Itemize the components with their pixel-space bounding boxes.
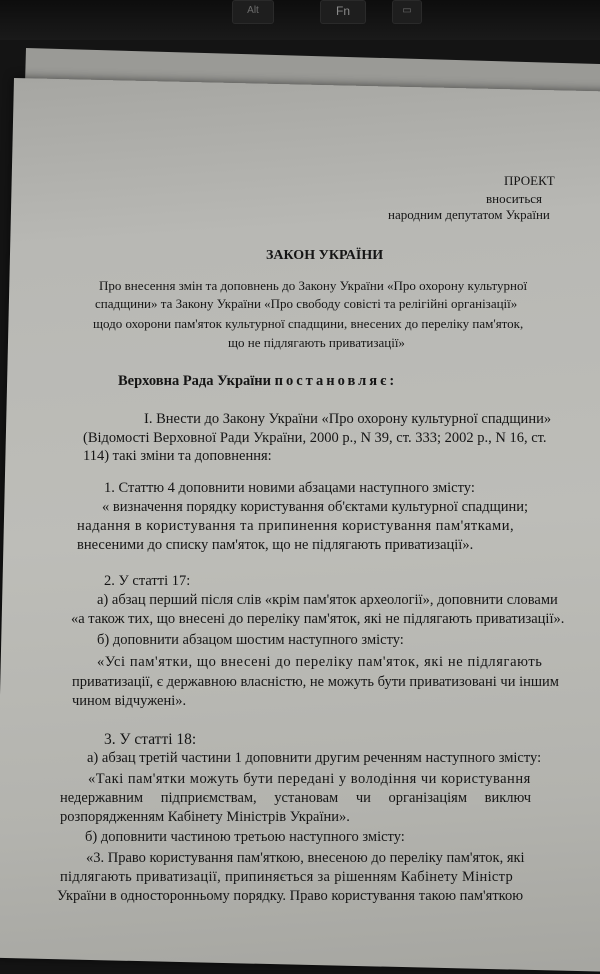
subtitle-line-4: що не підлягають приватизації» [228, 335, 405, 350]
body-line-10: «а також тих, що внесені до переліку пам'яток, які не підлягають приватизації». [71, 611, 565, 627]
body-line-19: розпорядженням Кабінету Міністрів України». [60, 809, 350, 825]
header-submitted: вноситься [486, 191, 543, 206]
subtitle-line-1: Про внесення змін та доповнень до Закону України «Про охорону культурної [99, 278, 528, 293]
body-line-21: «3. Право користування пам'яткою, внесеною до переліку пам'яток, які [86, 850, 525, 866]
body-line-15: 3. У статті 18: [104, 731, 197, 748]
alt-key: Alt [232, 0, 274, 24]
body-line-16: а) абзац третій частини 1 доповнити другим реченням наступного змісту: [87, 750, 542, 766]
body-line-4: 1. Статтю 4 доповнити новими абзацами наступного змісту: [104, 480, 475, 496]
body-line-13: приватизації, є державною власністю, не можуть бути приватизовані чи іншим [72, 674, 559, 690]
document-title: ЗАКОН УКРАЇНИ [266, 248, 384, 263]
body-line-6: надання в користування та припинення користування пам'ятками, [77, 518, 515, 534]
decree-verb: постановляє: [274, 373, 398, 389]
body-line-3: 114) такі зміни та доповнення: [83, 448, 272, 464]
window-key-icon: ▭ [392, 0, 422, 24]
body-line-17: «Такі пам'ятки можуть бути передані у володіння чи користування [88, 771, 531, 787]
fn-key: Fn [320, 0, 366, 24]
subtitle-line-2: спадщини» та Закону України «Про свободу совісті та релігійні організації» [95, 296, 518, 311]
header-by: народним депутатом України [388, 207, 550, 222]
body-line-14: чином відчужені». [72, 693, 187, 709]
decree-line [118, 373, 397, 390]
body-line-12: «Усі пам'ятки, що внесені до переліку пам'яток, які не підлягають [97, 654, 543, 670]
body-line-22: підлягають приватизації, припиняється за рішенням Кабінету Міністр [60, 869, 514, 885]
body-line-11: б) доповнити абзацом шостим наступного змісту: [97, 632, 404, 648]
body-line-8: 2. У статті 17: [104, 573, 191, 589]
body-line-2: (Відомості Верховної Ради України, 2000 р., N 39, ст. 333; 2002 р., N 16, ст. [83, 430, 547, 446]
body-line-9: а) абзац перший після слів «крім пам'яток археології», доповнити словами [97, 592, 558, 608]
body-line-5: « визначення порядку користування об'єктами культурної спадщини; [102, 499, 529, 515]
body-line-7: внесеними до списку пам'яток, що не підлягають приватизації». [77, 537, 474, 553]
body-line-23: України в односторонньому порядку. Право користування такою пам'яткою [57, 888, 524, 904]
header-project: ПРОЕКТ [504, 173, 555, 188]
body-line-18: недержавним підприємствам, установам чи організаціям виключ [60, 790, 532, 806]
body-line-1: I. Внести до Закону України «Про охорону культурної спадщини» [144, 411, 552, 427]
subtitle-line-3: щодо охорони пам'яток культурної спадщини, внесених до переліку пам'яток, [93, 316, 524, 331]
decree-lead: Верховна Рада України [118, 373, 271, 389]
body-line-20: б) доповнити частиною третьою наступного змісту: [85, 829, 405, 845]
